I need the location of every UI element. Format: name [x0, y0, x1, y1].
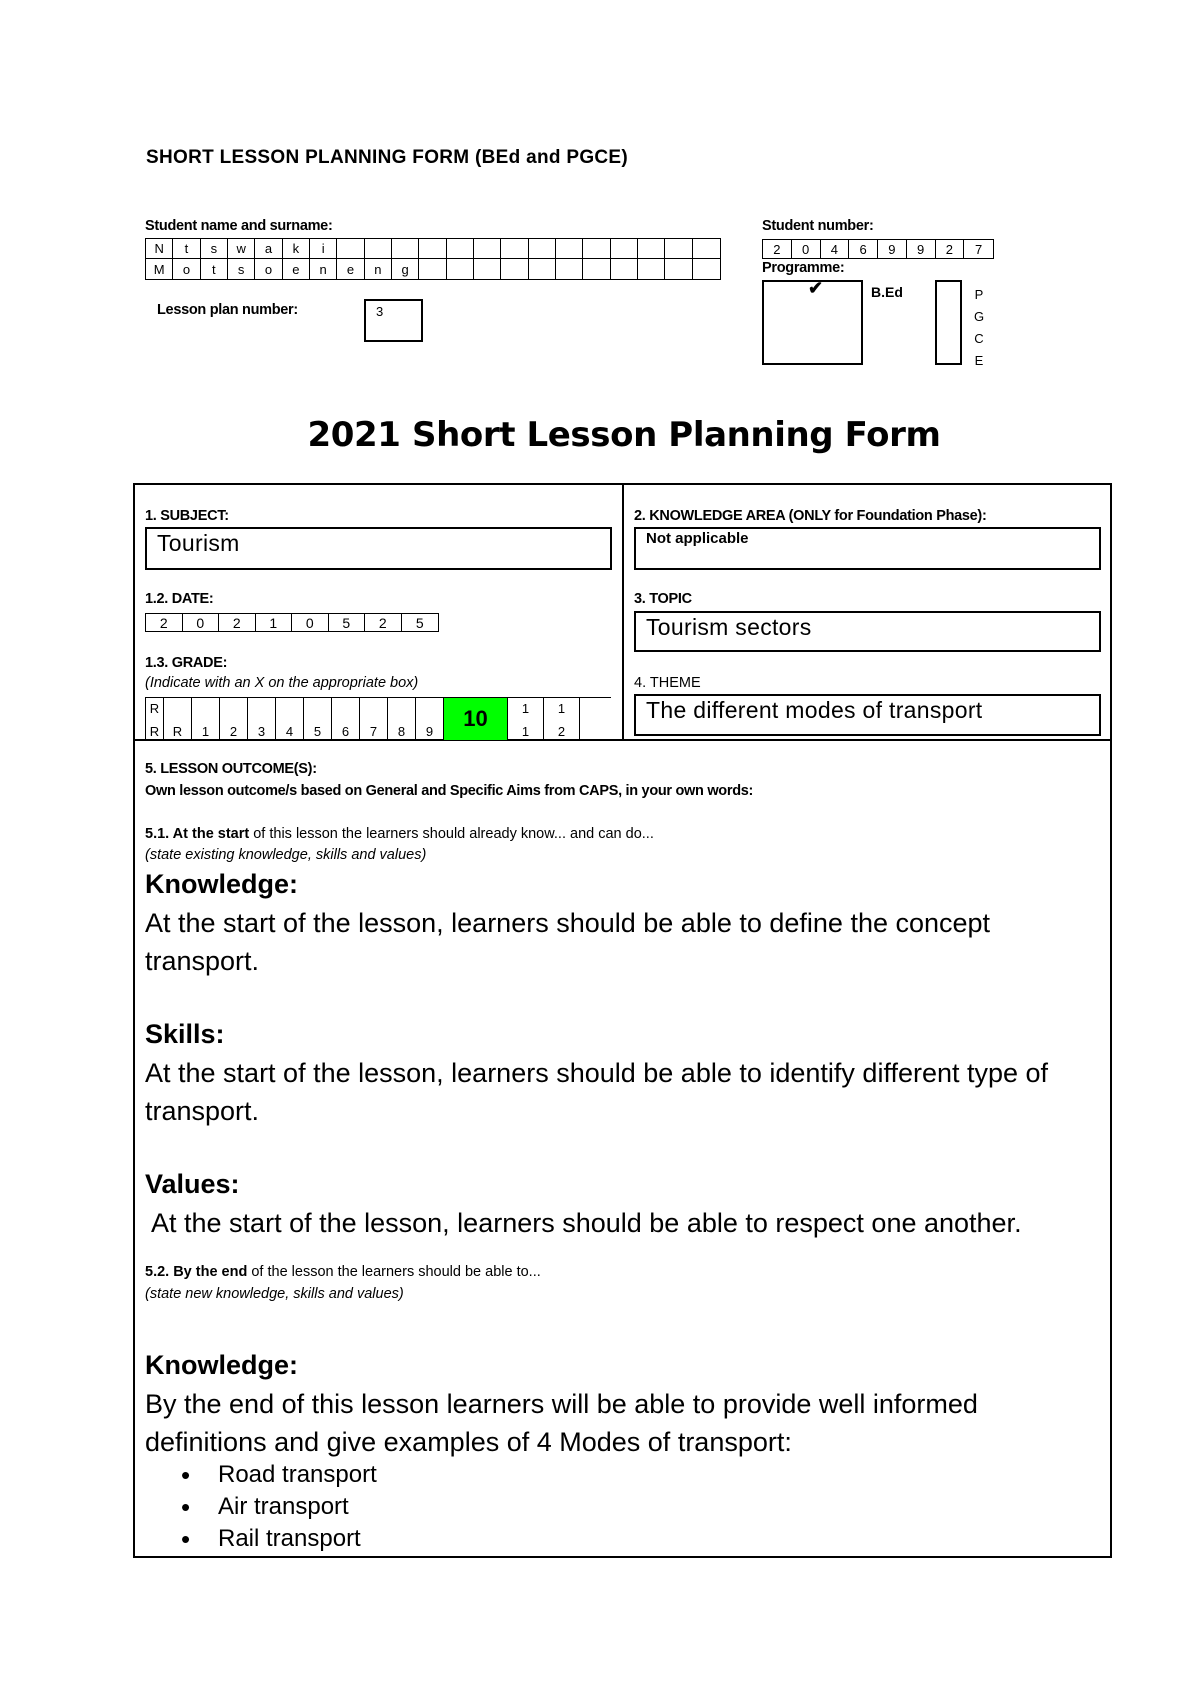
- grade-value: 2: [229, 724, 238, 739]
- surname-letter-cell[interactable]: o: [173, 259, 200, 279]
- surname-letter-cell[interactable]: [501, 259, 528, 279]
- surname-letter-cell[interactable]: [529, 259, 556, 279]
- start-intro-bold: 5.1. At the start: [145, 826, 250, 842]
- surname-letter-cell[interactable]: e: [337, 259, 364, 279]
- grade-option-r[interactable]: [146, 698, 164, 740]
- values-heading: Values:: [145, 1169, 240, 1199]
- outcomes-label: 5. LESSON OUTCOME(S):: [145, 761, 317, 777]
- pgce-letter: C: [974, 331, 984, 346]
- grade-value: 1: [201, 724, 210, 739]
- surname-letter-cell[interactable]: [556, 259, 583, 279]
- grade-value: 5: [313, 724, 322, 739]
- name-letter-cell[interactable]: i: [310, 239, 337, 259]
- transport-mode-item: • Air transport: [145, 1491, 745, 1523]
- surname-letter-cell[interactable]: [611, 259, 638, 279]
- student-number-digit[interactable]: 9: [907, 240, 936, 258]
- surname-letter-cell[interactable]: [638, 259, 665, 279]
- surname-letter-cell[interactable]: [665, 259, 692, 279]
- name-letter-cell[interactable]: [529, 239, 556, 259]
- student-number-digit[interactable]: 2: [763, 240, 792, 258]
- end-intro: [145, 1264, 541, 1280]
- surname-letter-cell[interactable]: o: [255, 259, 282, 279]
- subject-label: 1. SUBJECT:: [145, 508, 229, 524]
- grade-option-6[interactable]: [332, 698, 360, 740]
- grade-option-10[interactable]: [444, 698, 508, 740]
- pgce-letter: E: [974, 353, 984, 368]
- programme-pgce-label: [972, 284, 986, 372]
- date-digit-cell[interactable]: 2: [219, 614, 256, 631]
- skills-text: At the start of the lesson, learners should be able to identify different type of transport.: [145, 1058, 1049, 1126]
- form-header-title: SHORT LESSON PLANNING FORM (BEd and PGCE): [146, 147, 629, 168]
- grade-option-9[interactable]: [416, 698, 444, 740]
- lesson-plan-number-box[interactable]: 3: [364, 299, 423, 342]
- knowledge-area-field[interactable]: Not applicable: [634, 527, 1101, 570]
- student-number-digit[interactable]: 7: [975, 241, 983, 257]
- skills-heading: Skills:: [145, 1019, 225, 1049]
- date-label: 1.2. DATE:: [145, 591, 214, 607]
- name-letter-cell[interactable]: [447, 239, 474, 259]
- outcomes-sublabel: Own lesson outcome/s based on General and Specific Aims from CAPS, in your own words:: [145, 783, 754, 799]
- end-knowledge-heading: Knowledge:: [145, 1350, 298, 1380]
- name-letter-cell[interactable]: t: [173, 239, 200, 259]
- grade-value: R: [149, 724, 160, 739]
- grade-option-1[interactable]: [192, 698, 220, 740]
- date-digit-cell[interactable]: 5: [329, 614, 366, 631]
- pgce-letter: G: [973, 309, 985, 324]
- start-note: (state existing knowledge, skills and values): [145, 847, 427, 863]
- grade-value-top: R: [149, 701, 160, 716]
- programme-pgce-checkbox[interactable]: [935, 280, 962, 365]
- name-letter-cell[interactable]: k: [283, 239, 310, 259]
- grade-option-1[interactable]: [508, 698, 544, 740]
- grade-value: 8: [397, 724, 406, 739]
- transport-mode-item: • Road transport: [145, 1459, 745, 1491]
- modes-list: [145, 1459, 745, 1555]
- surname-letter-cell[interactable]: s: [228, 259, 255, 279]
- grade-option-5[interactable]: [304, 698, 332, 740]
- grade-option-2[interactable]: [544, 698, 580, 740]
- knowledge-heading: Knowledge:: [145, 869, 298, 899]
- name-letter-cell[interactable]: s: [201, 239, 228, 259]
- pgce-letter: P: [974, 287, 984, 302]
- student-number-grid[interactable]: [762, 239, 994, 259]
- name-letter-cell[interactable]: [365, 239, 392, 259]
- name-letter-cell[interactable]: [474, 239, 501, 259]
- grade-value: 6: [341, 724, 350, 739]
- grade-option-4[interactable]: [276, 698, 304, 740]
- lesson-plan-label: Lesson plan number:: [157, 302, 298, 318]
- surname-letter-cell[interactable]: [447, 259, 474, 279]
- grade-value-top: 1: [557, 701, 566, 716]
- name-letter-cell[interactable]: [638, 239, 665, 259]
- grade-option-7[interactable]: [360, 698, 388, 740]
- date-digit-cell[interactable]: 2: [146, 614, 183, 631]
- date-digit-cell[interactable]: 2: [365, 614, 402, 631]
- surname-letter-cell[interactable]: [419, 259, 446, 279]
- surname-letter-cell[interactable]: g: [392, 259, 419, 279]
- surname-letter-cell[interactable]: M: [146, 259, 173, 279]
- date-digit-cell[interactable]: 0: [183, 614, 220, 631]
- grade-value-top: 1: [521, 701, 530, 716]
- knowledge-area-label: 2. KNOWLEDGE AREA (ONLY for Foundation Phase):: [634, 508, 987, 524]
- surname-letter-cell[interactable]: e: [283, 259, 310, 279]
- programme-bed-label: B.Ed: [871, 284, 903, 300]
- values-text: At the start of the lesson, learners should be able to respect one another.: [145, 1208, 1022, 1238]
- grade-option-r[interactable]: [164, 698, 192, 740]
- grade-value: 7: [369, 724, 378, 739]
- name-letter-cell[interactable]: [392, 239, 419, 259]
- grade-option-2[interactable]: [220, 698, 248, 740]
- surname-letter-cell[interactable]: [474, 259, 501, 279]
- theme-field[interactable]: The different modes of transport: [634, 694, 1101, 736]
- start-intro: [145, 826, 654, 842]
- grade-value: 3: [257, 724, 266, 739]
- name-letter-cell[interactable]: [583, 239, 610, 259]
- student-number-label: Student number:: [762, 218, 874, 234]
- programme-label: Programme:: [762, 260, 845, 276]
- name-letter-cell[interactable]: [693, 239, 720, 259]
- name-letter-cell[interactable]: [611, 239, 638, 259]
- end-intro-rest: of the lesson the learners should be able to...: [247, 1264, 541, 1280]
- grade-value: 9: [425, 724, 434, 739]
- student-name-grid[interactable]: [145, 238, 721, 280]
- grade-option-3[interactable]: [248, 698, 276, 740]
- surname-letter-cell[interactable]: t: [201, 259, 228, 279]
- grade-instruction: (Indicate with an X on the appropriate box): [145, 675, 419, 691]
- date-digit-cell[interactable]: 0: [292, 614, 329, 631]
- student-number-digit[interactable]: 6: [849, 240, 878, 258]
- grade-selector[interactable]: [145, 697, 611, 740]
- end-knowledge-text: By the end of this lesson learners will be able to provide well informed definitions and give examples of 4 Modes of transport:: [145, 1389, 978, 1457]
- date-digit-cell[interactable]: 5: [415, 614, 424, 631]
- date-digit-cell[interactable]: 1: [256, 614, 293, 631]
- surname-letter-cell[interactable]: [583, 259, 610, 279]
- start-intro-rest: of this lesson the learners should already know... and can do...: [249, 826, 654, 842]
- student-number-digit[interactable]: 2: [936, 240, 965, 258]
- name-letter-cell[interactable]: a: [255, 239, 282, 259]
- topic-label: 3. TOPIC: [634, 591, 692, 607]
- surname-letter-cell[interactable]: n: [365, 259, 392, 279]
- check-icon: ✔: [808, 278, 824, 298]
- grade-label: 1.3. GRADE:: [145, 655, 228, 671]
- name-letter-cell[interactable]: w: [228, 239, 255, 259]
- page-title: 2021 Short Lesson Planning Form: [307, 415, 941, 455]
- grade-value: 2: [557, 724, 566, 739]
- date-grid[interactable]: [145, 613, 439, 632]
- name-letter-cell[interactable]: [501, 239, 528, 259]
- grade-option-8[interactable]: [388, 698, 416, 740]
- student-number-digit[interactable]: 4: [821, 240, 850, 258]
- surname-letter-cell[interactable]: [693, 259, 720, 279]
- name-letter-cell[interactable]: N: [146, 239, 173, 259]
- name-letter-cell[interactable]: [556, 239, 583, 259]
- grade-value: 1: [521, 724, 530, 739]
- grade-value: 10: [463, 706, 488, 731]
- student-number-digit[interactable]: 9: [878, 240, 907, 258]
- knowledge-text: At the start of the lesson, learners should be able to define the concept transport.: [145, 908, 991, 976]
- theme-label: 4. THEME: [634, 675, 701, 691]
- name-letter-cell[interactable]: [665, 239, 692, 259]
- name-letter-cell[interactable]: [337, 239, 364, 259]
- grade-value: 4: [285, 724, 294, 739]
- name-letter-cell[interactable]: [419, 239, 446, 259]
- topic-field[interactable]: Tourism sectors: [634, 611, 1101, 652]
- subject-field[interactable]: Tourism: [145, 527, 612, 570]
- transport-mode-item: • Rail transport: [145, 1523, 745, 1555]
- column-divider: [622, 483, 624, 741]
- grade-value: R: [172, 724, 183, 739]
- student-name-label: Student name and surname:: [145, 218, 333, 234]
- end-note: (state new knowledge, skills and values): [145, 1286, 404, 1302]
- end-intro-bold: 5.2. By the end: [145, 1264, 248, 1280]
- surname-letter-cell[interactable]: n: [310, 259, 337, 279]
- student-number-digit[interactable]: 0: [792, 240, 821, 258]
